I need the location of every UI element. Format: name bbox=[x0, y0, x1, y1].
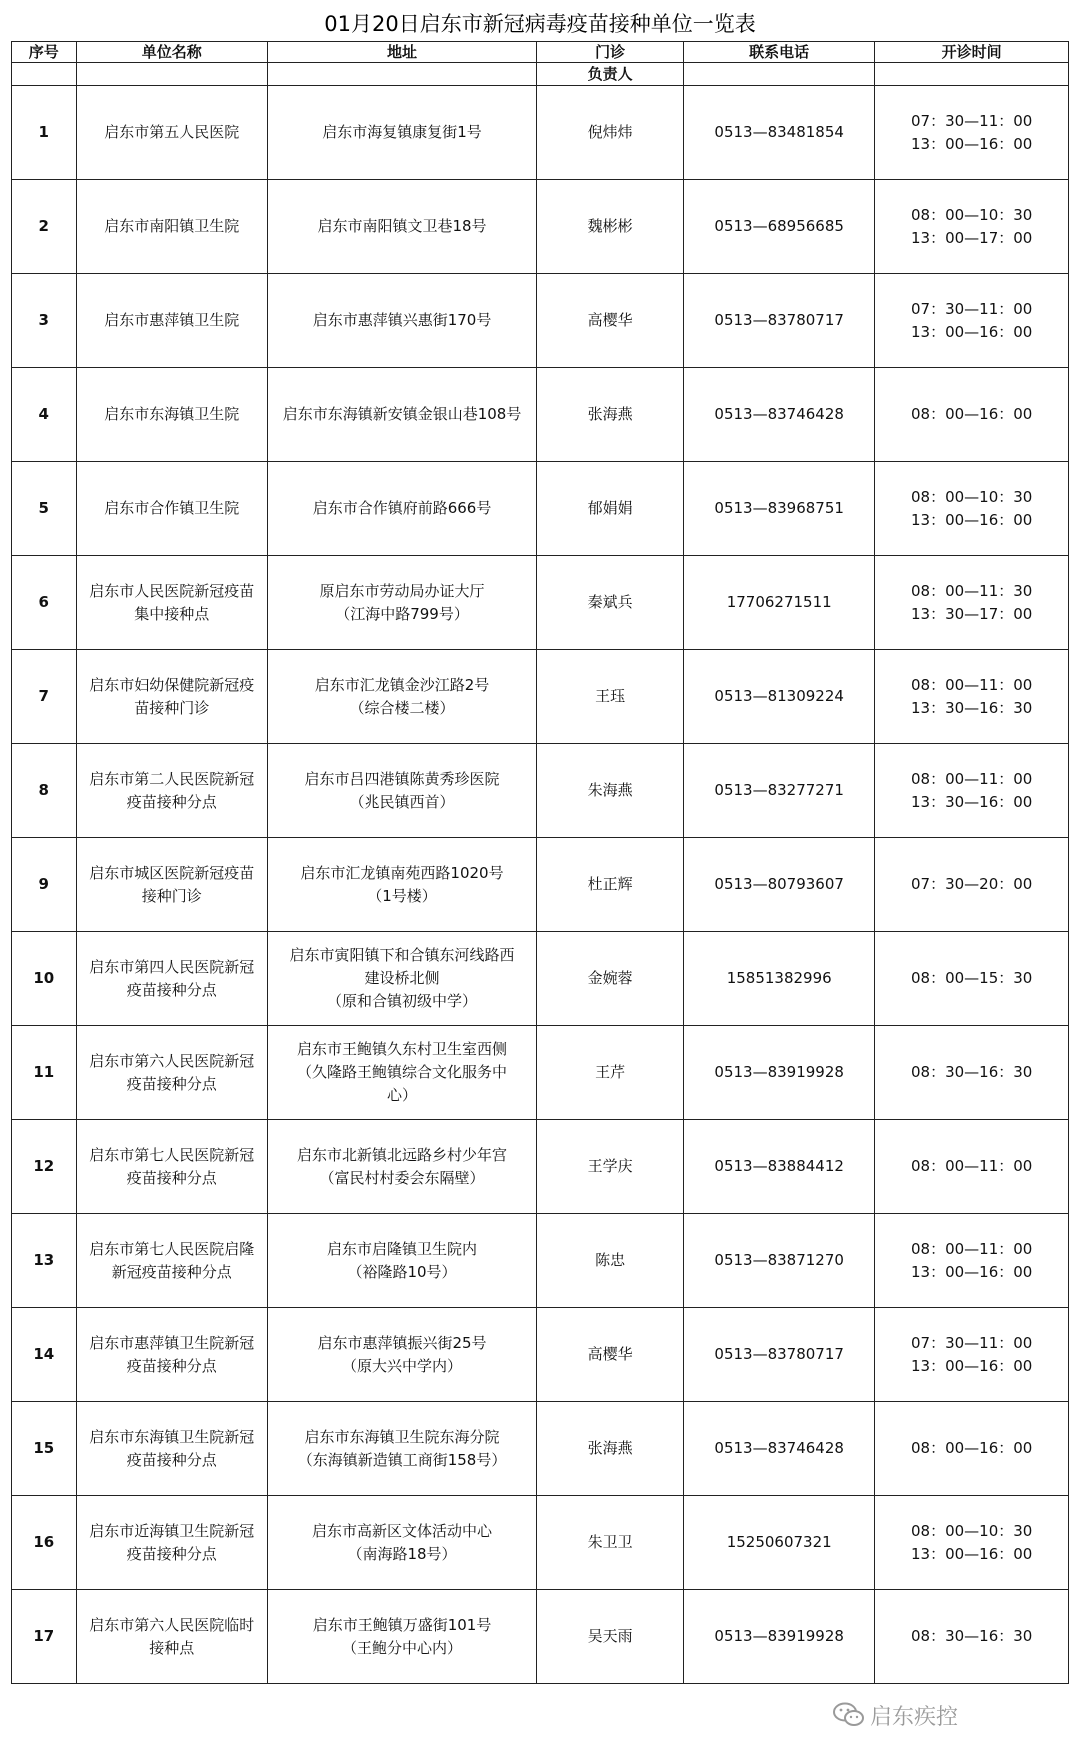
hours-line: 13：00—16：00 bbox=[911, 134, 1033, 153]
unit-name-line: 接种点 bbox=[149, 1638, 195, 1657]
cell-phone: 15851382996 bbox=[684, 932, 875, 1026]
cell-address bbox=[267, 932, 536, 1026]
cell-person: 王珏 bbox=[537, 650, 684, 744]
cell-unit bbox=[76, 368, 267, 462]
cell-person: 朱卫卫 bbox=[537, 1496, 684, 1590]
cell-unit bbox=[76, 1026, 267, 1120]
cell-phone: 15250607321 bbox=[684, 1496, 875, 1590]
header-clinic-sub: 负责人 bbox=[537, 63, 684, 86]
cell-address bbox=[267, 556, 536, 650]
address-line: （东海镇新造镇工商街158号） bbox=[297, 1450, 507, 1469]
table-row bbox=[12, 1590, 1069, 1684]
cell-unit bbox=[76, 650, 267, 744]
cell-phone: 0513—83746428 bbox=[684, 1402, 875, 1496]
cell-address bbox=[267, 1120, 536, 1214]
hours-line: 08：00—10：30 bbox=[911, 1521, 1033, 1540]
page-title: 01月20日启东市新冠病毒疫苗接种单位一览表 bbox=[324, 12, 756, 36]
cell-address bbox=[267, 650, 536, 744]
cell-address bbox=[267, 744, 536, 838]
table-row bbox=[12, 556, 1069, 650]
unit-name-line: 疫苗接种分点 bbox=[126, 1074, 217, 1093]
cell-unit bbox=[76, 1120, 267, 1214]
table-row bbox=[12, 368, 1069, 462]
cell-person: 倪炜炜 bbox=[537, 86, 684, 180]
hours-line: 13：00—16：00 bbox=[911, 1262, 1033, 1281]
unit-name-line: 疫苗接种分点 bbox=[126, 1356, 217, 1375]
cell-phone: 0513—83481854 bbox=[684, 86, 875, 180]
cell-hours bbox=[875, 1026, 1069, 1120]
cell-unit bbox=[76, 1590, 267, 1684]
header-index: 序号 bbox=[12, 42, 77, 63]
table-row bbox=[12, 932, 1069, 1026]
hours-line: 08：00—11：30 bbox=[911, 581, 1033, 600]
table-row bbox=[12, 1026, 1069, 1120]
hours-line: 08：00—11：00 bbox=[911, 769, 1033, 788]
cell-address bbox=[267, 462, 536, 556]
cell-index: 1 bbox=[12, 86, 77, 180]
unit-name-line: 启东市南阳镇卫生院 bbox=[104, 217, 240, 235]
cell-address bbox=[267, 180, 536, 274]
table-row bbox=[12, 1308, 1069, 1402]
address-line: 启东市海复镇康复街1号 bbox=[322, 123, 482, 141]
hours-line: 08：30—16：30 bbox=[911, 1627, 1033, 1645]
table-row bbox=[12, 1120, 1069, 1214]
cell-hours bbox=[875, 932, 1069, 1026]
cell-hours bbox=[875, 274, 1069, 368]
cell-address bbox=[267, 838, 536, 932]
address-line: （1号楼） bbox=[367, 886, 437, 905]
subheader-row bbox=[12, 63, 1069, 86]
cell-person: 秦斌兵 bbox=[537, 556, 684, 650]
cell-index: 14 bbox=[12, 1308, 77, 1402]
header-hours: 开诊时间 bbox=[875, 42, 1069, 63]
watermark-text: 启东疾控 bbox=[869, 1704, 958, 1730]
cell-index: 6 bbox=[12, 556, 77, 650]
hours-line: 08：00—10：30 bbox=[911, 205, 1033, 224]
header-clinic: 门诊 bbox=[537, 42, 684, 63]
watermark bbox=[832, 1700, 958, 1730]
cell-index: 5 bbox=[12, 462, 77, 556]
hours-line: 07：30—11：00 bbox=[911, 111, 1033, 130]
unit-name-line: 启东市合作镇卫生院 bbox=[104, 499, 240, 517]
cell-phone: 0513—81309224 bbox=[684, 650, 875, 744]
cell-index: 2 bbox=[12, 180, 77, 274]
cell-unit bbox=[76, 1402, 267, 1496]
cell-phone: 0513—83746428 bbox=[684, 368, 875, 462]
address-line: 启东市东海镇新安镇金银山巷108号 bbox=[282, 405, 522, 423]
hours-line: 07：30—11：00 bbox=[911, 1333, 1033, 1352]
cell-index: 8 bbox=[12, 744, 77, 838]
unit-name-line: 启东市第六人民医院临时 bbox=[89, 1615, 255, 1634]
address-line: 原启东市劳动局办证大厅 bbox=[319, 581, 485, 600]
cell-hours bbox=[875, 556, 1069, 650]
cell-unit bbox=[76, 180, 267, 274]
table-row bbox=[12, 462, 1069, 556]
header-row bbox=[12, 42, 1069, 63]
cell-phone: 0513—83780717 bbox=[684, 1308, 875, 1402]
hours-line: 08：00—11：00 bbox=[911, 675, 1033, 694]
unit-name-line: 启东市第五人民医院 bbox=[104, 123, 240, 141]
hours-line: 08：00—16：00 bbox=[911, 405, 1033, 423]
cell-person: 杜正辉 bbox=[537, 838, 684, 932]
unit-name-line: 接种门诊 bbox=[141, 886, 202, 905]
cell-person: 郁娟娟 bbox=[537, 462, 684, 556]
address-line: 建设桥北侧 bbox=[364, 969, 440, 987]
cell-phone: 0513—80793607 bbox=[684, 838, 875, 932]
table-row bbox=[12, 838, 1069, 932]
table-row bbox=[12, 1402, 1069, 1496]
hours-line: 08：00—10：30 bbox=[911, 487, 1033, 506]
cell-person: 魏彬彬 bbox=[537, 180, 684, 274]
cell-index: 4 bbox=[12, 368, 77, 462]
unit-name-line: 新冠疫苗接种分点 bbox=[111, 1262, 232, 1281]
cell-unit bbox=[76, 274, 267, 368]
address-line: 启东市寅阳镇下和合镇东河线路西 bbox=[289, 946, 515, 964]
cell-index: 11 bbox=[12, 1026, 77, 1120]
cell-hours bbox=[875, 1590, 1069, 1684]
cell-index: 13 bbox=[12, 1214, 77, 1308]
cell-person: 金婉蓉 bbox=[537, 932, 684, 1026]
unit-name-line: 疫苗接种分点 bbox=[126, 1544, 217, 1563]
cell-index: 16 bbox=[12, 1496, 77, 1590]
cell-person: 吴天雨 bbox=[537, 1590, 684, 1684]
cell-phone: 0513—83884412 bbox=[684, 1120, 875, 1214]
hours-line: 13：30—16：00 bbox=[911, 792, 1033, 811]
header-unit: 单位名称 bbox=[76, 42, 267, 63]
address-line: 启东市东海镇卫生院东海分院 bbox=[304, 1427, 500, 1446]
address-line: 心） bbox=[387, 1086, 418, 1104]
hours-line: 13：30—16：30 bbox=[911, 698, 1033, 717]
hours-line: 13：00—16：00 bbox=[911, 1544, 1033, 1563]
cell-phone: 17706271511 bbox=[684, 556, 875, 650]
table-row bbox=[12, 1496, 1069, 1590]
hours-line: 08：00—16：00 bbox=[911, 1439, 1033, 1457]
cell-unit bbox=[76, 744, 267, 838]
hours-line: 13：00—16：00 bbox=[911, 1356, 1033, 1375]
cell-person: 张海燕 bbox=[537, 1402, 684, 1496]
address-line: （南海路18号） bbox=[347, 1544, 457, 1563]
cell-person: 朱海燕 bbox=[537, 744, 684, 838]
cell-index: 17 bbox=[12, 1590, 77, 1684]
table-row bbox=[12, 650, 1069, 744]
unit-name-line: 启东市惠萍镇卫生院新冠 bbox=[89, 1333, 255, 1352]
cell-person: 王芹 bbox=[537, 1026, 684, 1120]
hours-line: 08：00—15：30 bbox=[911, 969, 1033, 987]
cell-index: 3 bbox=[12, 274, 77, 368]
cell-hours bbox=[875, 462, 1069, 556]
cell-address bbox=[267, 274, 536, 368]
address-line: 启东市王鲍镇久东村卫生室西侧 bbox=[297, 1040, 508, 1058]
cell-address bbox=[267, 368, 536, 462]
cell-address bbox=[267, 86, 536, 180]
hours-line: 07：30—11：00 bbox=[911, 299, 1033, 318]
unit-name-line: 启东市东海镇卫生院 bbox=[104, 405, 240, 423]
cell-hours bbox=[875, 1214, 1069, 1308]
unit-name-line: 启东市惠萍镇卫生院 bbox=[104, 311, 240, 329]
hours-line: 07：30—20：00 bbox=[911, 875, 1033, 893]
unit-name-line: 启东市东海镇卫生院新冠 bbox=[89, 1427, 255, 1446]
cell-unit bbox=[76, 1214, 267, 1308]
cell-phone: 0513—83780717 bbox=[684, 274, 875, 368]
cell-unit bbox=[76, 86, 267, 180]
address-line: （兆民镇西首） bbox=[349, 792, 455, 811]
hours-line: 13：00—16：00 bbox=[911, 322, 1033, 341]
address-line: （久隆路王鲍镇综合文化服务中 bbox=[297, 1063, 508, 1081]
address-line: 启东市吕四港镇陈黄秀珍医院 bbox=[304, 769, 500, 788]
unit-name-line: 疫苗接种分点 bbox=[126, 980, 217, 999]
cell-person: 高樱华 bbox=[537, 1308, 684, 1402]
cell-index: 7 bbox=[12, 650, 77, 744]
cell-address bbox=[267, 1308, 536, 1402]
unit-name-line: 启东市第二人民医院新冠 bbox=[89, 769, 255, 788]
cell-hours bbox=[875, 1402, 1069, 1496]
unit-name-line: 启东市人民医院新冠疫苗 bbox=[89, 581, 255, 600]
cell-hours bbox=[875, 1120, 1069, 1214]
table-body bbox=[12, 86, 1069, 1684]
cell-index: 15 bbox=[12, 1402, 77, 1496]
unit-name-line: 启东市妇幼保健院新冠疫 bbox=[89, 675, 255, 694]
cell-unit bbox=[76, 1496, 267, 1590]
address-line: （王鲍分中心内） bbox=[342, 1638, 463, 1657]
cell-phone: 0513—83871270 bbox=[684, 1214, 875, 1308]
cell-unit bbox=[76, 1308, 267, 1402]
unit-name-line: 疫苗接种分点 bbox=[126, 1450, 217, 1469]
cell-hours bbox=[875, 368, 1069, 462]
cell-hours bbox=[875, 1496, 1069, 1590]
address-line: 启东市汇龙镇南苑西路1020号 bbox=[300, 863, 504, 882]
table-row bbox=[12, 274, 1069, 368]
hours-line: 08：00—11：00 bbox=[911, 1157, 1033, 1175]
address-line: 启东市汇龙镇金沙江路2号 bbox=[314, 675, 490, 694]
cell-index: 9 bbox=[12, 838, 77, 932]
unit-name-line: 苗接种门诊 bbox=[134, 698, 210, 717]
address-line: 启东市王鲍镇万盛街101号 bbox=[312, 1615, 492, 1634]
table-row bbox=[12, 180, 1069, 274]
cell-hours bbox=[875, 1308, 1069, 1402]
cell-unit bbox=[76, 932, 267, 1026]
cell-person: 张海燕 bbox=[537, 368, 684, 462]
unit-name-line: 疫苗接种分点 bbox=[126, 792, 217, 811]
unit-name-line: 启东市近海镇卫生院新冠 bbox=[89, 1521, 255, 1540]
header-phone: 联系电话 bbox=[684, 42, 875, 63]
cell-person: 陈忠 bbox=[537, 1214, 684, 1308]
unit-name-line: 启东市城区医院新冠疫苗 bbox=[89, 863, 255, 882]
address-line: 启东市合作镇府前路666号 bbox=[312, 499, 492, 517]
unit-name-line: 启东市第四人民医院新冠 bbox=[89, 957, 255, 976]
unit-name-line: 启东市第七人民医院新冠 bbox=[89, 1145, 255, 1164]
cell-address bbox=[267, 1402, 536, 1496]
address-line: 启东市高新区文体活动中心 bbox=[312, 1521, 493, 1540]
hours-line: 13：00—17：00 bbox=[911, 228, 1033, 247]
cell-index: 12 bbox=[12, 1120, 77, 1214]
cell-hours bbox=[875, 180, 1069, 274]
cell-hours bbox=[875, 650, 1069, 744]
address-line: 启东市北新镇北远路乡村少年宫 bbox=[297, 1145, 508, 1164]
address-line: （裕隆路10号） bbox=[347, 1262, 457, 1281]
cell-phone: 0513—83919928 bbox=[684, 1590, 875, 1684]
cell-hours bbox=[875, 838, 1069, 932]
cell-unit bbox=[76, 462, 267, 556]
cell-unit bbox=[76, 838, 267, 932]
vaccination-sites-table bbox=[11, 41, 1069, 1684]
hours-line: 08：00—11：00 bbox=[911, 1239, 1033, 1258]
table-row bbox=[12, 744, 1069, 838]
address-line: （江海中路799号） bbox=[335, 604, 469, 623]
cell-hours bbox=[875, 86, 1069, 180]
address-line: （综合楼二楼） bbox=[349, 698, 455, 717]
wechat-icon bbox=[832, 1701, 866, 1729]
table-row bbox=[12, 86, 1069, 180]
cell-phone: 0513—83919928 bbox=[684, 1026, 875, 1120]
cell-address bbox=[267, 1496, 536, 1590]
unit-name-line: 启东市第七人民医院启隆 bbox=[89, 1239, 255, 1258]
hours-line: 13：00—16：00 bbox=[911, 510, 1033, 529]
address-line: 启东市惠萍镇振兴街25号 bbox=[317, 1333, 487, 1352]
cell-address bbox=[267, 1214, 536, 1308]
cell-address bbox=[267, 1026, 536, 1120]
cell-hours bbox=[875, 744, 1069, 838]
cell-unit bbox=[76, 556, 267, 650]
cell-phone: 0513—83968751 bbox=[684, 462, 875, 556]
address-line: （富民村村委会东隔壁） bbox=[319, 1168, 485, 1187]
header-address: 地址 bbox=[267, 42, 536, 63]
hours-line: 13：30—17：00 bbox=[911, 604, 1033, 623]
address-line: 启东市惠萍镇兴惠街170号 bbox=[312, 311, 492, 329]
cell-index: 10 bbox=[12, 932, 77, 1026]
cell-phone: 0513—83277271 bbox=[684, 744, 875, 838]
unit-name-line: 集中接种点 bbox=[134, 604, 210, 623]
hours-line: 08：30—16：30 bbox=[911, 1063, 1033, 1081]
cell-phone: 0513—68956685 bbox=[684, 180, 875, 274]
table-row bbox=[12, 1214, 1069, 1308]
address-line: （原和合镇初级中学） bbox=[327, 992, 478, 1010]
cell-address bbox=[267, 1590, 536, 1684]
unit-name-line: 疫苗接种分点 bbox=[126, 1168, 217, 1187]
address-line: （原大兴中学内） bbox=[342, 1356, 463, 1375]
cell-person: 高樱华 bbox=[537, 274, 684, 368]
address-line: 启东市南阳镇文卫巷18号 bbox=[317, 217, 487, 235]
unit-name-line: 启东市第六人民医院新冠 bbox=[89, 1051, 255, 1070]
address-line: 启东市启隆镇卫生院内 bbox=[327, 1239, 478, 1258]
cell-person: 王学庆 bbox=[537, 1120, 684, 1214]
